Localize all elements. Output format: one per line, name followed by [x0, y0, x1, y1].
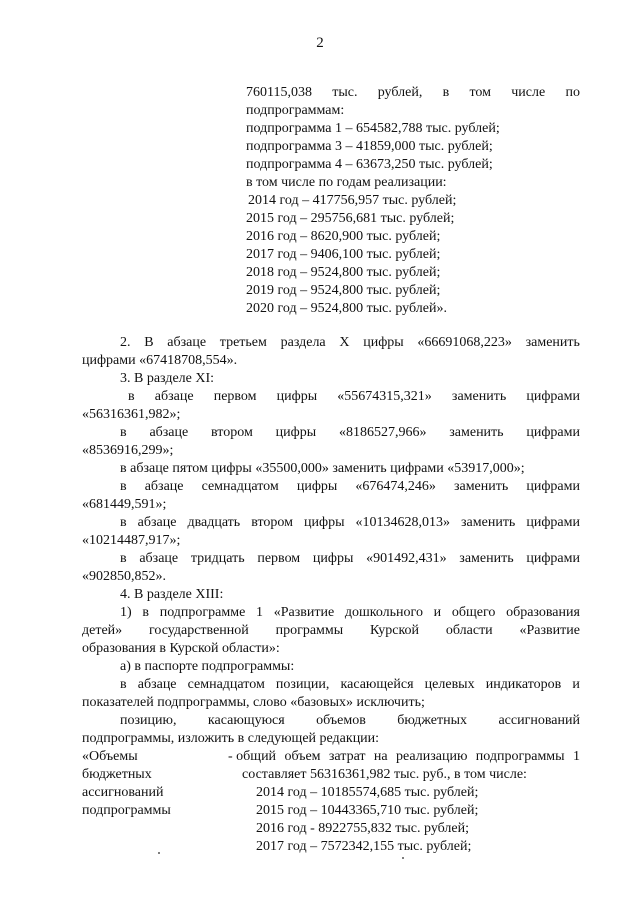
item4-heading: 4. В разделе XIII: [120, 587, 224, 602]
word: рублей, [377, 85, 423, 100]
word: дошкольного [344, 605, 423, 620]
item2-line1 [120, 335, 580, 351]
word: 760115,038 [246, 85, 312, 100]
word: тридцать [190, 551, 245, 566]
word: в [128, 389, 135, 404]
word: в [120, 515, 127, 530]
word: заменить [453, 479, 509, 494]
word: цифрами [526, 389, 580, 404]
word: семнадцатом [187, 677, 265, 692]
word: третьем [219, 335, 267, 350]
word: втором [211, 425, 253, 440]
word: 1) [120, 605, 132, 620]
table-year-line: 2014 год – 10185574,685 тыс. рублей; [256, 785, 479, 800]
table-left-label: бюджетных [82, 767, 152, 782]
item3-p2-line2: «8536916,299»; [82, 443, 174, 458]
word: в [120, 479, 127, 494]
word: образования [506, 605, 580, 620]
word: касающуюся [207, 713, 285, 728]
item4-s1-line3: образования в Курской области»: [82, 641, 280, 656]
word: и [433, 605, 442, 620]
word: В [144, 335, 154, 350]
word: заменить [525, 335, 580, 350]
word: заменить [451, 389, 507, 404]
word: абзаце [167, 335, 207, 350]
item4-s3-line1 [120, 677, 580, 693]
word: в [142, 605, 149, 620]
word: «901492,431» [366, 551, 447, 566]
item3-heading: 3. В разделе XI: [120, 371, 215, 386]
item4-s2: а) в паспорте подпрограммы: [120, 659, 295, 674]
word: 1 [256, 605, 263, 620]
word: цифры [276, 389, 318, 404]
word: подпрограмме [159, 605, 246, 620]
word: заменить [449, 425, 504, 440]
word: «66691068,223» [417, 335, 512, 350]
block1-line2: подпрограммам: [246, 103, 345, 118]
word: двадцать [187, 515, 241, 530]
word: в [442, 85, 450, 100]
item3-p5-line2: «10214487,917»; [82, 533, 181, 548]
year-line: 2020 год – 9524,800 тыс. рублей». [246, 301, 447, 316]
word: реализацию [396, 749, 468, 764]
word: цифры [363, 335, 404, 350]
word: государственной [148, 623, 249, 638]
item3-p4-line1 [120, 479, 580, 495]
word: первом [213, 389, 257, 404]
word: цифры [312, 551, 354, 566]
word: индикаторов [485, 677, 562, 692]
item4-s1-line2 [82, 623, 580, 639]
item2-line2: цифрами «67418708,554». [82, 353, 238, 368]
word: программы [275, 623, 344, 638]
word: Курской [369, 623, 420, 638]
year-line: 2016 год – 8620,900 тыс. рублей; [246, 229, 441, 244]
block1-line4: подпрограмма 3 – 41859,000 тыс. рублей; [246, 139, 493, 154]
table-year-line: 2016 год - 8922755,832 тыс. рублей; [256, 821, 470, 836]
word: бюджетных [397, 713, 468, 728]
word: - общий [228, 749, 277, 764]
year-line: 2017 год – 9406,100 тыс. рублей; [246, 247, 441, 262]
word: цифрами [526, 551, 580, 566]
year-line: 2015 год – 295756,681 тыс. рублей; [246, 211, 455, 226]
word: «Развитие [519, 623, 580, 638]
word: цифрами [526, 479, 580, 494]
word: «Развитие [273, 605, 335, 620]
block1-line5: подпрограмма 4 – 63673,250 тыс. рублей; [246, 157, 493, 172]
table-year-line: 2017 год – 7572342,155 тыс. рублей; [256, 839, 472, 854]
word: в [120, 425, 127, 440]
word: на [373, 749, 388, 764]
word: цифры [304, 515, 345, 530]
word: цифры [296, 479, 338, 494]
item3-p5-line1 [120, 515, 580, 531]
word: том [469, 85, 491, 100]
item3-p3: в абзаце пятом цифры «35500,000» заменить цифрами «53917,000»; [120, 461, 525, 476]
word: в [120, 677, 127, 692]
word: позиции, [275, 677, 330, 692]
item3-p1-line1 [128, 389, 580, 405]
table-left-label: ассигнований [82, 785, 164, 800]
word: втором [251, 515, 293, 530]
item4-s4-line1 [120, 713, 580, 729]
word: подпрограммы [475, 749, 565, 764]
word: 1 [572, 749, 580, 764]
word: затрат [328, 749, 366, 764]
item3-p6-line2: «902850,852». [82, 569, 166, 584]
item4-s4-line2: подпрограммы, изложить в следующей редакции: [82, 731, 380, 746]
word: заменить [459, 551, 514, 566]
word: касающейся [340, 677, 414, 692]
table-year-line: 2015 год – 10443365,710 тыс. рублей; [256, 803, 479, 818]
word: абзаце [149, 425, 189, 440]
word: X [339, 335, 350, 350]
word: объем [284, 749, 321, 764]
item3-p1-line2: «56316361,982»; [82, 407, 181, 422]
word: «55674315,321» [337, 389, 432, 404]
word: цифрами [526, 515, 580, 530]
word: детей» [82, 623, 123, 638]
year-line: 2014 год – 417756,957 тыс. рублей; [248, 193, 457, 208]
year-line: 2019 год – 9524,800 тыс. рублей; [246, 283, 441, 298]
word: в [120, 551, 127, 566]
table-left-label: «Объемы [82, 749, 138, 764]
word: и [572, 677, 580, 692]
word: абзаце [137, 515, 177, 530]
word: абзаце [144, 479, 184, 494]
word: по [565, 85, 580, 100]
item3-p2-line1 [120, 425, 580, 441]
word: «8186527,966» [338, 425, 427, 440]
item3-p4-line2: «681449,591»; [82, 497, 167, 512]
table-right-line1 [228, 749, 580, 765]
table-left-label: подпрограммы [82, 803, 171, 818]
block1-line6: в том числе по годам реализации: [246, 175, 447, 190]
word: «676474,246» [355, 479, 436, 494]
word: общего [451, 605, 496, 620]
year-line: 2018 год – 9524,800 тыс. рублей; [246, 265, 441, 280]
table-right-line2: составляет 56316361,982 тыс. руб., в том числе: [242, 767, 527, 782]
word: первом [257, 551, 301, 566]
word: числе [511, 85, 546, 100]
item3-p6-line1 [120, 551, 580, 567]
word: семнадцатом [201, 479, 279, 494]
word: целевых [424, 677, 475, 692]
item4-s1-line1 [120, 605, 580, 621]
word: «10134628,013» [355, 515, 450, 530]
word: раздела [280, 335, 326, 350]
word: цифры [275, 425, 317, 440]
word: ассигнований [498, 713, 580, 728]
word: абзаце [139, 551, 179, 566]
word: абзаце [137, 677, 177, 692]
word: области [445, 623, 493, 638]
word: цифрами [526, 425, 580, 440]
word: объемов [316, 713, 366, 728]
scan-speck [158, 852, 160, 854]
scan-speck [402, 857, 404, 859]
word: тыс. [332, 85, 358, 100]
page-number: 2 [316, 35, 324, 51]
block1-line3: подпрограмма 1 – 654582,788 тыс. рублей; [246, 121, 500, 136]
word: абзаце [154, 389, 194, 404]
block1-line1 [246, 85, 580, 101]
word: заменить [461, 515, 516, 530]
word: позицию, [120, 713, 177, 728]
item4-s3-line2: показателей подпрограммы, слово «базовых» исключить; [82, 695, 425, 710]
word: 2. [120, 335, 131, 350]
